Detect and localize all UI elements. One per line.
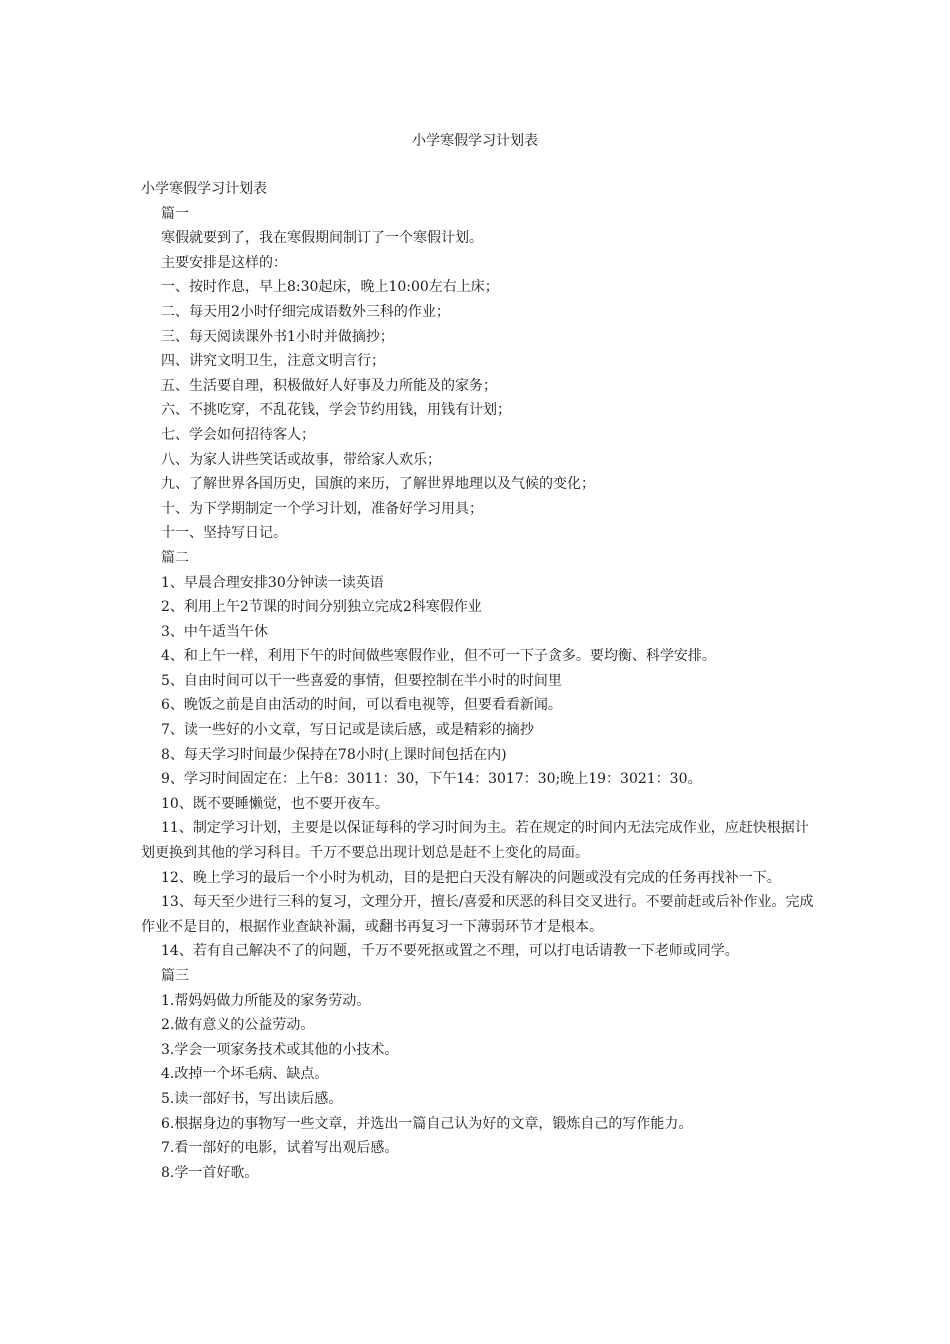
paragraph-line: 五、生活要自理，积极做好人好事及力所能及的家务； [161, 377, 497, 394]
paragraph-line: 1.帮妈妈做力所能及的家务劳动。 [161, 992, 371, 1009]
paragraph-line: 2.做有意义的公益劳动。 [161, 1017, 315, 1034]
paragraph-line: 13、每天至少进行三科的复习，文理分开，擅长/喜爱和厌恶的科目交叉进行。不要前赶或后补作业。完成作业不是目的，根据作业查缺补漏，或翻书再复习一下薄弱环节才是根本。 [141, 894, 814, 935]
paragraph-line: 10、既不要睡懒觉，也不要开夜车。 [161, 795, 389, 812]
paragraph-line: 7.看一部好的电影，试着写出观后感。 [161, 1140, 399, 1157]
paragraph-line: 3、中午适当午休 [161, 623, 268, 640]
paragraph-line: 四、讲究文明卫生，注意文明言行； [161, 353, 385, 370]
paragraph-line: 篇一 [161, 205, 189, 222]
paragraph-line: 三、每天阅读课外书1小时并做摘抄； [161, 328, 394, 345]
paragraph-line: 9、学习时间固定在：上午8：3011：30，下午14：3017：30;晚上19：3021：30。 [161, 771, 702, 788]
paragraph-line: 8.学一首好歌。 [161, 1164, 259, 1181]
paragraph-line: 八、为家人讲些笑话或故事，带给家人欢乐； [161, 451, 441, 468]
section-heading: 小学寒假学习计划表 [141, 181, 267, 197]
paragraph-line: 3.学会一项家务技术或其他的小技术。 [161, 1041, 399, 1058]
paragraph-line: 寒假就要到了，我在寒假期间制订了一个寒假计划。 [161, 230, 483, 247]
paragraph-line: 十、为下学期制定一个学习计划，准备好学习用具； [161, 500, 483, 517]
document-body [141, 177, 821, 1185]
paragraph-line: 6、晚饭之前是自由活动的时间，可以看电视等，但要看看新闻。 [161, 697, 562, 714]
paragraph-line: 七、学会如何招待客人； [161, 426, 315, 443]
paragraph-line: 5、自由时间可以干一些喜爱的事情，但要控制在半小时的时间里 [161, 672, 562, 689]
paragraph-line: 11、制定学习计划，主要是以保证每科的学习时间为主。若在规定的时间内无法完成作业，应赶快根据计划更换到其他的学习科目。千万不要总出现计划总是赶不上变化的局面。 [141, 820, 809, 862]
paragraph-line: 5.读一部好书，写出读后感。 [161, 1090, 343, 1107]
paragraph-line: 九、了解世界各国历史，国旗的来历，了解世界地理以及气候的变化； [161, 476, 595, 493]
paragraph-line: 4、和上午一样，利用下午的时间做些寒假作业，但不可一下子贪多。要均衡、科学安排。 [161, 648, 716, 665]
paragraph-line: 7、读一些好的小文章，写日记或是读后感，或是精彩的摘抄 [161, 722, 534, 739]
paragraph-line: 1、早晨合理安排30分钟读一读英语 [161, 574, 384, 591]
paragraph-line: 主要安排是这样的： [161, 254, 287, 271]
paragraph-line: 二、每天用2小时仔细完成语数外三科的作业； [161, 303, 450, 320]
document-title: 小学寒假学习计划表 [412, 133, 538, 149]
paragraph-line: 8、每天学习时间最少保持在78小时(上课时间包括在内) [161, 746, 507, 763]
paragraph-line: 12、晚上学习的最后一个小时为机动，目的是把白天没有解决的问题或没有完成的任务再找补一下。 [161, 869, 781, 886]
paragraph-line: 一、按时作息，早上8:30起床，晚上10:00左右上床； [161, 279, 499, 296]
paragraph-line: 篇三 [161, 968, 189, 984]
paragraph-line: 六、不挑吃穿，不乱花钱，学会节约用钱，用钱有计划； [161, 402, 511, 419]
paragraph-line: 十一、坚持写日记。 [161, 525, 287, 542]
paragraph-line: 6.根据身边的事物写一些文章，并选出一篇自己认为好的文章，锻炼自己的写作能力。 [161, 1115, 693, 1132]
paragraph-line: 2、利用上午2节课的时间分别独立完成2科寒假作业 [161, 599, 482, 616]
paragraph-line: 4.改掉一个坏毛病、缺点。 [161, 1066, 329, 1083]
paragraph-line: 14、若有自己解决不了的问题，千万不要死抠或置之不理，可以打电话请教一下老师或同学。 [161, 943, 739, 960]
paragraph-line: 篇二 [161, 549, 189, 566]
